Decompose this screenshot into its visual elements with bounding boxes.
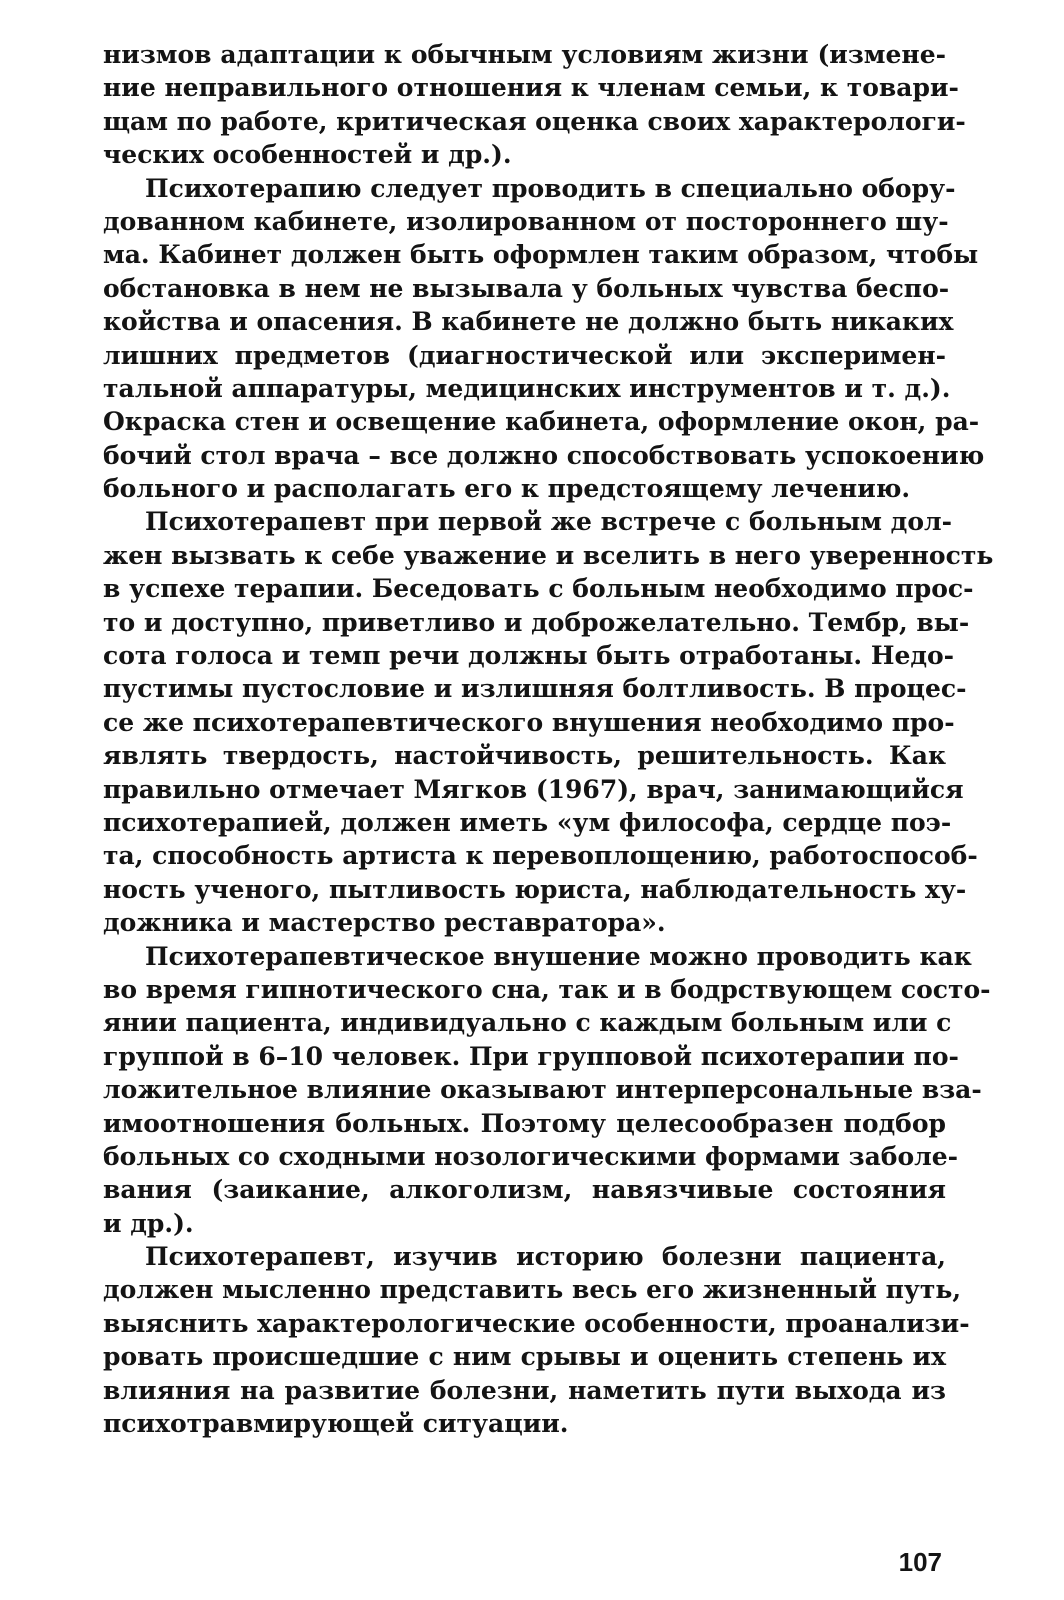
text-line: койства и опасения. В кабинете не должно быть никаких [103, 307, 954, 337]
text-line: являть твердость, настойчивость, решительность. Как [103, 741, 946, 771]
text-line: дожника и мастерство реставратора». [103, 908, 666, 938]
text-line: то и доступно, приветливо и доброжелательно. Тембр, вы- [103, 607, 970, 637]
text-line: лишних предметов (диагностической или эксперимен- [103, 340, 946, 370]
text-line: обстановка в нем не вызывала у больных чувства беспо- [103, 273, 950, 303]
text-line: больных со сходными нозологическими формами заболе- [103, 1141, 959, 1171]
text-line: ровать происшедшие с ним срывы и оценить степень их [103, 1342, 946, 1372]
text-line: жен вызвать к себе уважение и вселить в него уверенность [103, 540, 994, 570]
text-line: тальной аппаратуры, медицинских инструментов и т. д.). [103, 373, 951, 403]
text-line: бочий стол врача – все должно способствовать успокоению [103, 440, 985, 470]
text-line: сота голоса и темп речи должны быть отработаны. Недо- [103, 641, 955, 671]
paragraph [103, 505, 994, 939]
paragraph [103, 1240, 970, 1440]
text-line: правильно отмечает Мягков (1967), врач, занимающийся [103, 774, 964, 804]
text-line: Психотерапию следует проводить в специально обору- [145, 173, 956, 203]
paragraph [103, 172, 985, 506]
text-line: выяснить характерологические особенности, проанализи- [103, 1308, 970, 1338]
text-line: в успехе терапии. Беседовать с больным необходимо прос- [103, 574, 974, 604]
text-line: Психотерапевт при первой же встрече с больным дол- [145, 507, 953, 537]
text-line: янии пациента, индивидуально с каждым больным или с [103, 1008, 952, 1038]
text-line: имоотношения больных. Поэтому целесообразен подбор [103, 1108, 946, 1138]
text-line: и др.). [103, 1208, 194, 1238]
paragraph [103, 940, 991, 1241]
text-line: влияния на развитие болезни, наметить пути выхода из [103, 1375, 946, 1405]
book-page [103, 38, 994, 1558]
text-line: психотерапией, должен иметь «ум философа, сердце поэ- [103, 807, 952, 837]
text-line: вания (заикание, алкоголизм, навязчивые состояния [103, 1175, 946, 1205]
text-line: психотравмирующей ситуации. [103, 1409, 569, 1439]
text-line: ложительное влияние оказывают интерперсональные вза- [103, 1075, 982, 1105]
page-number: 107 [898, 1547, 942, 1577]
text-line: Окраска стен и освещение кабинета, оформление окон, ра- [103, 407, 980, 437]
text-line: ность ученого, пытливость юриста, наблюдательность ху- [103, 874, 967, 904]
text-line: низмов адаптации к обычным условиям жизни (измене- [103, 40, 946, 69]
text-line: во время гипнотического сна, так и в бодрствующем состо- [103, 974, 991, 1004]
text-line: ние неправильного отношения к членам семьи, к товари- [103, 73, 959, 103]
text-line: группой в 6–10 человек. При групповой психотерапии по- [103, 1041, 959, 1071]
page-body-text [103, 38, 994, 1440]
text-line: Психотерапевт, изучив историю болезни пациента, [145, 1242, 946, 1272]
text-line: Психотерапевтическое внушение можно проводить как [145, 941, 972, 971]
text-line: ма. Кабинет должен быть оформлен таким образом, чтобы [103, 240, 979, 270]
text-line: та, способность артиста к перевоплощению, работоспособ- [103, 841, 978, 871]
text-line: щам по работе, критическая оценка своих характерологи- [103, 106, 966, 136]
text-line: се же психотерапевтического внушения необходимо про- [103, 707, 955, 737]
text-line: должен мысленно представить весь его жизненный путь, [103, 1275, 962, 1305]
paragraph [103, 38, 966, 172]
text-line: больного и располагать его к предстоящему лечению. [103, 474, 911, 504]
text-line: пустимы пустословие и излишняя болтливость. В процес- [103, 674, 967, 704]
text-line: дованном кабинете, изолированном от постороннего шу- [103, 206, 949, 236]
text-line: ческих особенностей и др.). [103, 140, 512, 170]
